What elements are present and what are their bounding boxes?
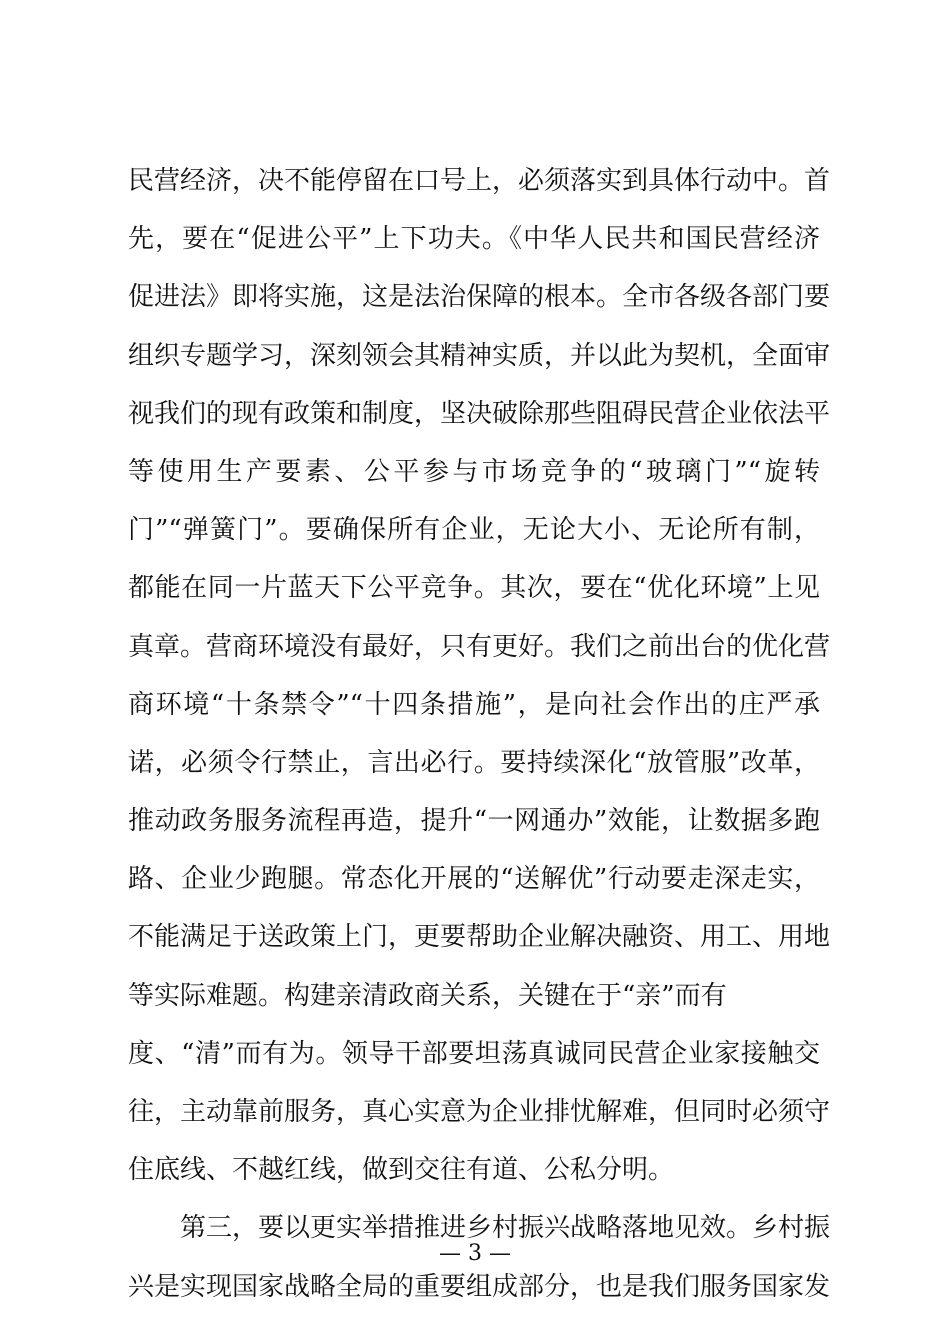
text-line: 住底线、不越红线，做到交往有道、公私分明。 bbox=[128, 1155, 675, 1186]
text-line: 门”“弹簧门”。要确保所有企业，无论大小、无论所有制， bbox=[128, 515, 820, 546]
text-line: 真章。营商环境没有最好，只有更好。我们之前出台的优化营 bbox=[128, 631, 831, 662]
text-line: 第三，要以更实举措推进乡村振兴战略落地见效。乡村振 bbox=[180, 1213, 831, 1244]
text-line: 推动政务服务流程再造，提升“一网通办”效能，让数据多跑 bbox=[128, 806, 820, 837]
text-line: 度、“清”而有为。领导干部要坦荡真诚同民营企业家接触交 bbox=[128, 1038, 820, 1069]
body-text bbox=[128, 152, 831, 1316]
text-line: 等实际难题。构建亲清政商关系，关键在于“亲”而有 bbox=[128, 980, 727, 1011]
text-line: 不能满足于送政策上门，更要帮助企业解决融资、用工、用地 bbox=[128, 922, 831, 953]
text-line: 兴是实现国家战略全局的重要组成部分，也是我们服务国家发 bbox=[128, 1271, 831, 1302]
text-line: 组织专题学习，深刻领会其精神实质，并以此为契机，全面审 bbox=[128, 340, 831, 371]
text-line: 视我们的现有政策和制度，坚决破除那些阻碍民营企业依法平 bbox=[128, 398, 831, 429]
text-line: 诺，必须令行禁止，言出必行。要持续深化“放管服”改革， bbox=[128, 747, 820, 778]
text-line: 先，要在“促进公平”上下功夫。《中华人民共和国民营经济 bbox=[128, 224, 820, 255]
text-line: 往，主动靠前服务，真心实意为企业排忧解难，但同时必须守 bbox=[128, 1097, 831, 1127]
page-number: — 3 — bbox=[439, 1241, 511, 1266]
text-line: 民营经济，决不能停留在口号上，必须落实到具体行动中。首 bbox=[128, 166, 831, 196]
text-line: 促进法》即将实施，这是法治保障的根本。全市各级各部门要 bbox=[128, 282, 831, 313]
text-line: 等使用生产要素、公平参与市场竞争的“玻璃门”“旋转 bbox=[128, 456, 820, 487]
text-line: 商环境“十条禁令”“十四条措施”，是向社会作出的庄严承 bbox=[128, 689, 820, 720]
text-line: 路、企业少跑腿。常态化开展的“送解优”行动要走深走实， bbox=[128, 864, 820, 895]
text-line: 都能在同一片蓝天下公平竞争。其次，要在“优化环境”上见 bbox=[128, 573, 820, 604]
